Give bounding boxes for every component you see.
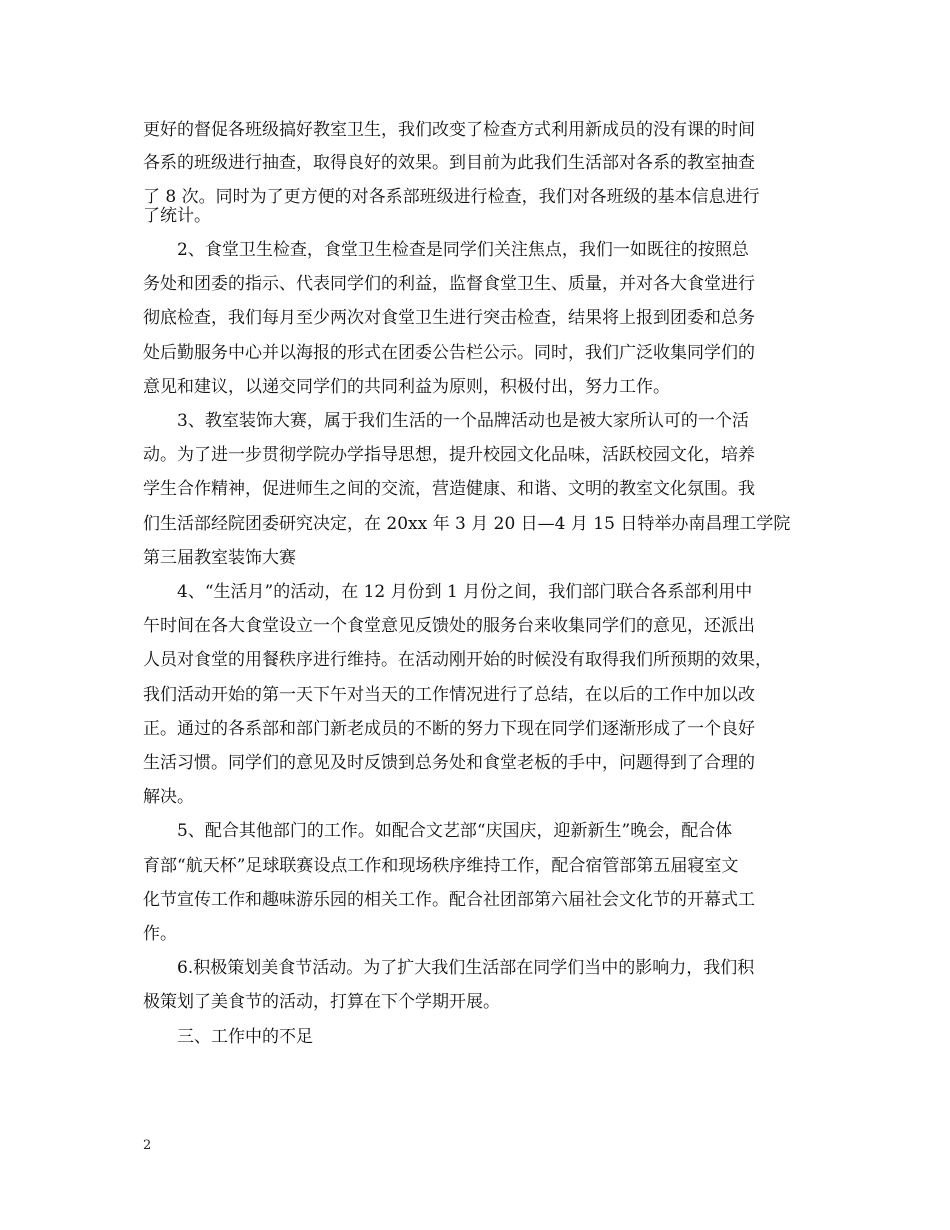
text-line: 务处和团委的指示、代表同学们的利益，监督食堂卫生、质量，并对各大食堂进行 [143, 274, 755, 294]
text-line: 生活习惯。同学们的意见及时反馈到总务处和食堂老板的手中，问题得到了合理的 [143, 753, 755, 773]
text-line: 解决。 [143, 787, 194, 807]
text-line: 育部“航天杯”足球联赛设点工作和现场秩序维持工作，配合宿管部第五届寝室文 [143, 856, 739, 876]
text-line: 学生合作精神，促进师生之间的交流，营造健康、和谐、文明的教室文化氛围。我 [143, 479, 755, 499]
text-line: 意见和建议，以递交同学们的共同利益为原则，积极付出，努力工作。 [143, 377, 670, 397]
text-line: 彻底检查，我们每月至少两次对食堂卫生进行突击检查，结果将上报到团委和总务 [143, 308, 755, 328]
text-line: 正。通过的各系部和部门新老成员的不断的努力下现在同学们逐渐形成了一个良好 [143, 719, 755, 739]
text-line: 极策划了美食节的活动，打算在下个学期开展。 [143, 992, 500, 1012]
text-line: 2、食堂卫生检查，食堂卫生检查是同学们关注焦点，我们一如既往的按照总 [177, 240, 749, 260]
text-line: 我们活动开始的第一天下午对当天的工作情况进行了总结，在以后的工作中加以改 [143, 685, 755, 705]
text-line: 5、配合其他部门的工作。如配合文艺部“庆国庆，迎新新生”晚会，配合体 [177, 821, 733, 841]
text-line: 各系的班级进行抽查，取得良好的效果。到目前为此我们生活部对各系的教室抽查 [143, 153, 755, 173]
text-line: 4、“生活月”的活动，在 12 月份到 1 月份之间，我们部门联合各系部利用中 [177, 582, 753, 602]
text-line: 了统计。 [143, 206, 211, 226]
text-line: 了 8 次。同时为了更方便的对各系部班级进行检查，我们对各班级的基本信息进行 [143, 187, 760, 207]
text-line: 更好的督促各班级搞好教室卫生，我们改变了检查方式利用新成员的没有课的时间 [143, 120, 755, 140]
section-heading: 三、工作中的不足 [177, 1027, 313, 1047]
text-line: 3、教室装饰大赛，属于我们生活的一个品牌活动也是被大家所认可的一个活 [177, 411, 749, 431]
text-line: 处后勤服务中心并以海报的形式在团委公告栏公示。同时，我们广泛收集同学们的 [143, 343, 755, 363]
text-line: 作。 [143, 924, 177, 944]
text-line: 人员对食堂的用餐秩序进行维持。在活动刚开始的时候没有取得我们所预期的效果， [143, 650, 772, 670]
text-line: 化节宣传工作和趣味游乐园的相关工作。配合社团部第六届社会文化节的开幕式工 [143, 890, 755, 910]
text-line: 午时间在各大食堂设立一个食堂意见反馈处的服务台来收集同学们的意见，还派出 [143, 616, 755, 636]
text-line: 们生活部经院团委研究决定，在 20xx 年 3 月 20 日—4 月 15 日特举办南昌理工学院 [143, 514, 791, 534]
text-line: 6.积极策划美食节活动。为了扩大我们生活部在同学们当中的影响力，我们积 [177, 958, 755, 978]
text-line: 动。为了进一步贯彻学院办学指导思想，提升校园文化品味，活跃校园文化，培养 [143, 445, 755, 465]
text-line: 第三届教室装饰大赛 [143, 548, 296, 568]
page-number: 2 [143, 1138, 152, 1153]
